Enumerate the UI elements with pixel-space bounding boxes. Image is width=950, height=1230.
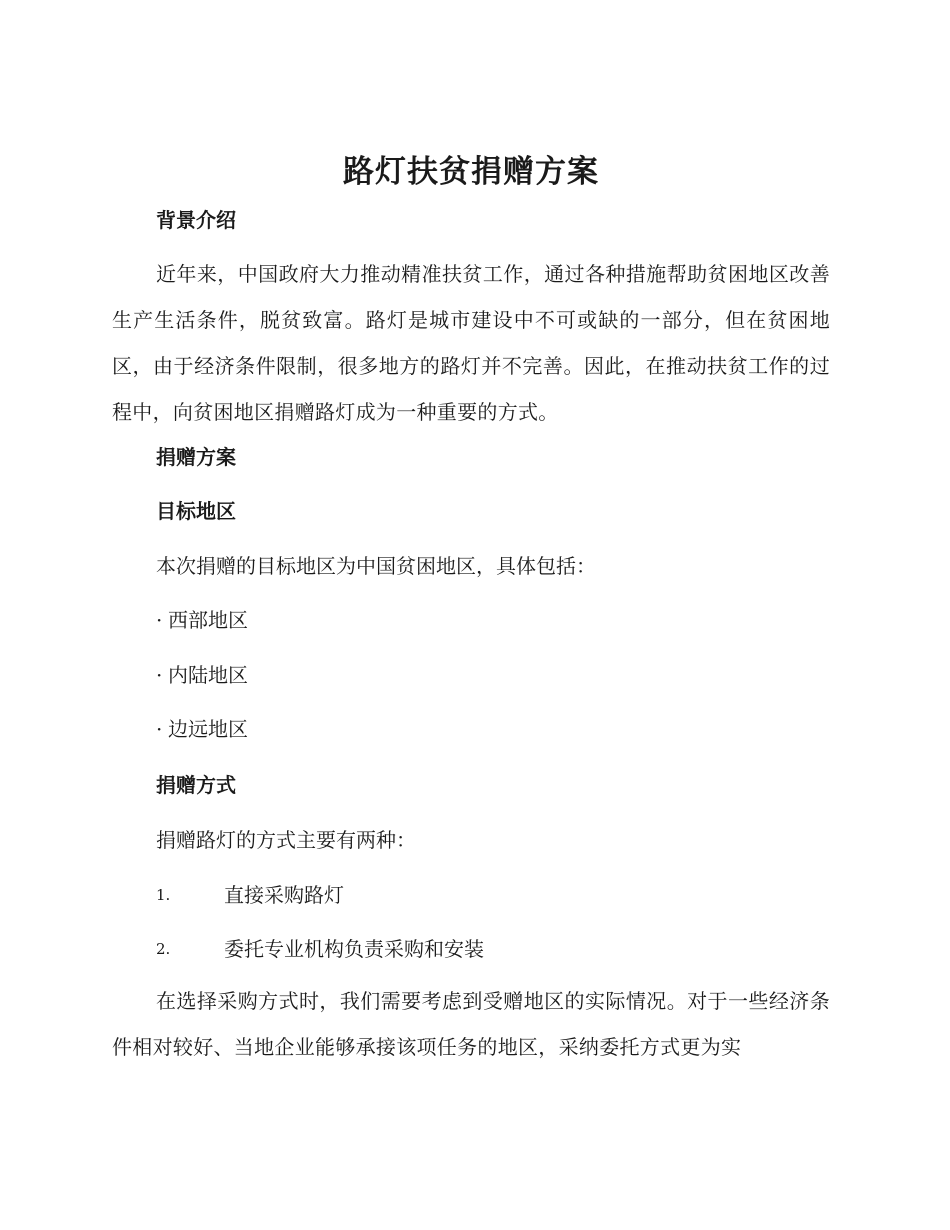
paragraph-closing: 在选择采购方式时，我们需要考虑到受赠地区的实际情况。对于一些经济条件相对较好、当地企业能够承接该项任务的地区，采纳委托方式更为实 bbox=[112, 989, 830, 1059]
heading-background: 背景介绍 bbox=[156, 208, 236, 232]
list-item-text: 西部地区 bbox=[168, 608, 248, 632]
heading-donation-plan: 捐赠方案 bbox=[156, 445, 236, 469]
list-item-text: 内陆地区 bbox=[168, 663, 248, 687]
heading-donation-method: 捐赠方式 bbox=[156, 773, 236, 797]
list-item-text: 直接采购路灯 bbox=[224, 883, 344, 907]
document-title: 路灯扶贫捐赠方案 bbox=[343, 154, 599, 190]
paragraph-target-intro: 本次捐赠的目标地区为中国贫困地区，具体包括： bbox=[156, 554, 596, 578]
list-item-text: 委托专业机构负责采购和安装 bbox=[224, 937, 484, 961]
paragraph-method-intro: 捐赠路灯的方式主要有两种： bbox=[156, 828, 416, 852]
list-item-target-region bbox=[156, 661, 248, 689]
bullet-icon: · bbox=[156, 663, 163, 687]
list-number: 1. bbox=[156, 886, 171, 904]
document-page bbox=[112, 0, 830, 1230]
bullet-icon: · bbox=[156, 608, 163, 632]
list-item-target-region bbox=[156, 606, 248, 634]
list-number: 2. bbox=[156, 940, 171, 958]
heading-target-region: 目标地区 bbox=[156, 499, 236, 523]
list-item-text: 边远地区 bbox=[168, 717, 248, 741]
paragraph-background: 近年来，中国政府大力推动精准扶贫工作，通过各种措施帮助贫困地区改善生产生活条件，脱贫致富。路灯是城市建设中不可或缺的一部分，但在贫困地区，由于经济条件限制，很多地方的路灯并不完善。因此，在推动扶贫工作的过程中，向贫困地区捐赠路灯成为一种重要的方式。 bbox=[112, 262, 830, 424]
list-item-target-region bbox=[156, 715, 248, 743]
bullet-icon: · bbox=[156, 717, 163, 741]
